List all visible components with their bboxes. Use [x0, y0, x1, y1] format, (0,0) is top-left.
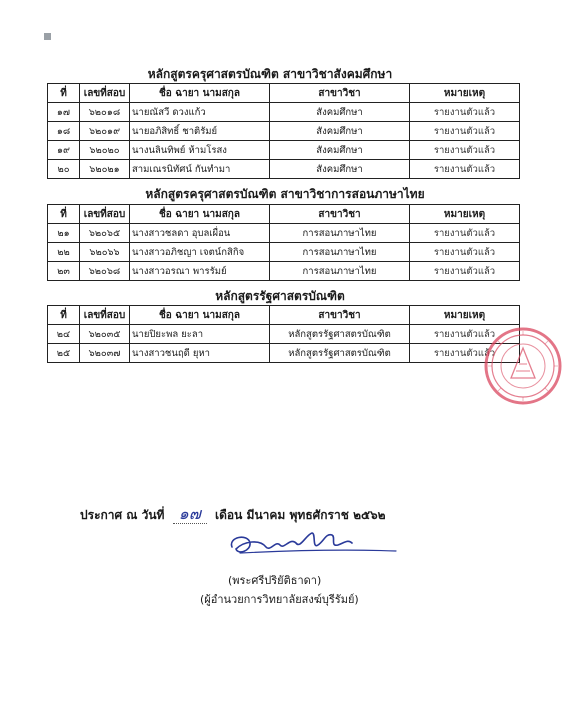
- cell-remark: รายงานตัวแล้ว: [410, 344, 520, 363]
- table-row: [48, 122, 520, 141]
- cell-no: ๒๒: [48, 243, 80, 262]
- cell-major: สังคมศึกษา: [270, 122, 410, 141]
- cell-remark: รายงานตัวแล้ว: [410, 141, 520, 160]
- table-row: [48, 160, 520, 179]
- cell-name: นายอภิสิทธิ์ ชาติรัมย์: [130, 122, 270, 141]
- announcement-year-label: พุทธศักราช: [289, 508, 349, 522]
- cell-remark: รายงานตัวแล้ว: [410, 243, 520, 262]
- cell-no: ๑๗: [48, 103, 80, 122]
- col-header-major: สาขาวิชา: [270, 84, 410, 103]
- cell-remark: รายงานตัวแล้ว: [410, 103, 520, 122]
- official-seal-icon: [483, 326, 563, 406]
- table-header-row: [48, 205, 520, 224]
- col-header-no: ที่: [48, 205, 80, 224]
- table-thai-teaching: [47, 204, 520, 281]
- table-row: [48, 325, 520, 344]
- cell-name: นางนลินทิพย์ ห้ามโรสง: [130, 141, 270, 160]
- cell-exam-id: ๖๒๐๒๐: [80, 141, 130, 160]
- section-title-social-studies: หลักสูตรครุศาสตรบัณฑิต สาขาวิชาสังคมศึกษา: [147, 67, 393, 81]
- cell-major: หลักสูตรรัฐศาสตรบัณฑิต: [270, 344, 410, 363]
- cell-exam-id: ๖๒๐๒๑: [80, 160, 130, 179]
- announcement-month: มีนาคม: [246, 508, 286, 522]
- cell-name: นายปิยะพล ยะลา: [130, 325, 270, 344]
- announcement-line: [80, 502, 386, 527]
- cell-name: นางสาวชนฤดี ยุหา: [130, 344, 270, 363]
- cell-major: การสอนภาษาไทย: [270, 243, 410, 262]
- cell-name: สามเณรนิทัศน์ กันทำมา: [130, 160, 270, 179]
- announcement-prefix: ประกาศ ณ วันที่: [80, 508, 165, 522]
- col-header-remark: หมายเหตุ: [410, 205, 520, 224]
- col-header-name: ชื่อ ฉายา นามสกุล: [130, 205, 270, 224]
- table-row: [48, 103, 520, 122]
- col-header-name: ชื่อ ฉายา นามสกุล: [130, 84, 270, 103]
- cell-no: ๒๑: [48, 224, 80, 243]
- cell-major: สังคมศึกษา: [270, 103, 410, 122]
- signatory-name: (พระศรีปริยัติธาดา): [228, 574, 322, 587]
- table-header-row: [48, 306, 520, 325]
- cell-no: ๒๕: [48, 344, 80, 363]
- table-political-science: [47, 305, 520, 363]
- cell-remark: รายงานตัวแล้ว: [410, 224, 520, 243]
- section-title-thai-teaching: หลักสูตรครุศาสตรบัณฑิต สาขาวิชาการสอนภาษาไทย: [145, 187, 425, 201]
- cell-major: การสอนภาษาไทย: [270, 262, 410, 281]
- col-header-exam-id: เลขที่สอบ: [80, 205, 130, 224]
- table-header-row: [48, 84, 520, 103]
- cell-major: สังคมศึกษา: [270, 141, 410, 160]
- signatory-title: (ผู้อำนวยการวิทยาลัยสงฆ์บุรีรัมย์): [200, 593, 359, 606]
- cell-name: นางสาวอรณา พารรัมย์: [130, 262, 270, 281]
- table-row: [48, 262, 520, 281]
- cell-remark: รายงานตัวแล้ว: [410, 122, 520, 141]
- cell-name: นายณัสวี ดวงแก้ว: [130, 103, 270, 122]
- table-row: [48, 224, 520, 243]
- cell-remark: รายงานตัวแล้ว: [410, 160, 520, 179]
- section-title-political-science: หลักสูตรรัฐศาสตรบัณฑิต: [215, 289, 345, 303]
- table-social-studies: [47, 83, 520, 179]
- cell-major: การสอนภาษาไทย: [270, 224, 410, 243]
- col-header-remark: หมายเหตุ: [410, 306, 520, 325]
- table-row: [48, 243, 520, 262]
- col-header-exam-id: เลขที่สอบ: [80, 306, 130, 325]
- table-row: [48, 344, 520, 363]
- col-header-name: ชื่อ ฉายา นามสกุล: [130, 306, 270, 325]
- cell-major: หลักสูตรรัฐศาสตรบัณฑิต: [270, 325, 410, 344]
- cell-no: ๑๘: [48, 122, 80, 141]
- cell-no: ๒๔: [48, 325, 80, 344]
- cell-exam-id: ๖๒๐๖๘: [80, 262, 130, 281]
- cell-no: ๑๙: [48, 141, 80, 160]
- cell-exam-id: ๖๒๐๑๘: [80, 103, 130, 122]
- announcement-month-label: เดือน: [215, 508, 243, 522]
- cell-major: สังคมศึกษา: [270, 160, 410, 179]
- announcement-day: ๑๗: [173, 504, 207, 524]
- col-header-major: สาขาวิชา: [270, 205, 410, 224]
- cell-exam-id: ๖๒๐๖๖: [80, 243, 130, 262]
- col-header-exam-id: เลขที่สอบ: [80, 84, 130, 103]
- col-header-no: ที่: [48, 84, 80, 103]
- cell-remark: รายงานตัวแล้ว: [410, 325, 520, 344]
- cell-no: ๒๓: [48, 262, 80, 281]
- cell-exam-id: ๖๒๐๓๗: [80, 344, 130, 363]
- scan-mark: [44, 33, 51, 40]
- col-header-major: สาขาวิชา: [270, 306, 410, 325]
- cell-exam-id: ๖๒๐๑๙: [80, 122, 130, 141]
- cell-remark: รายงานตัวแล้ว: [410, 262, 520, 281]
- cell-exam-id: ๖๒๐๖๕: [80, 224, 130, 243]
- col-header-no: ที่: [48, 306, 80, 325]
- cell-name: นางสาวอภิชญา เจตน์กสิกิจ: [130, 243, 270, 262]
- announcement-year: ๒๕๖๒: [353, 508, 386, 522]
- cell-name: นางสาวชลดา อุบลเผื่อน: [130, 224, 270, 243]
- cell-exam-id: ๖๒๐๓๕: [80, 325, 130, 344]
- col-header-remark: หมายเหตุ: [410, 84, 520, 103]
- table-row: [48, 141, 520, 160]
- signature-icon: [220, 525, 400, 565]
- cell-no: ๒๐: [48, 160, 80, 179]
